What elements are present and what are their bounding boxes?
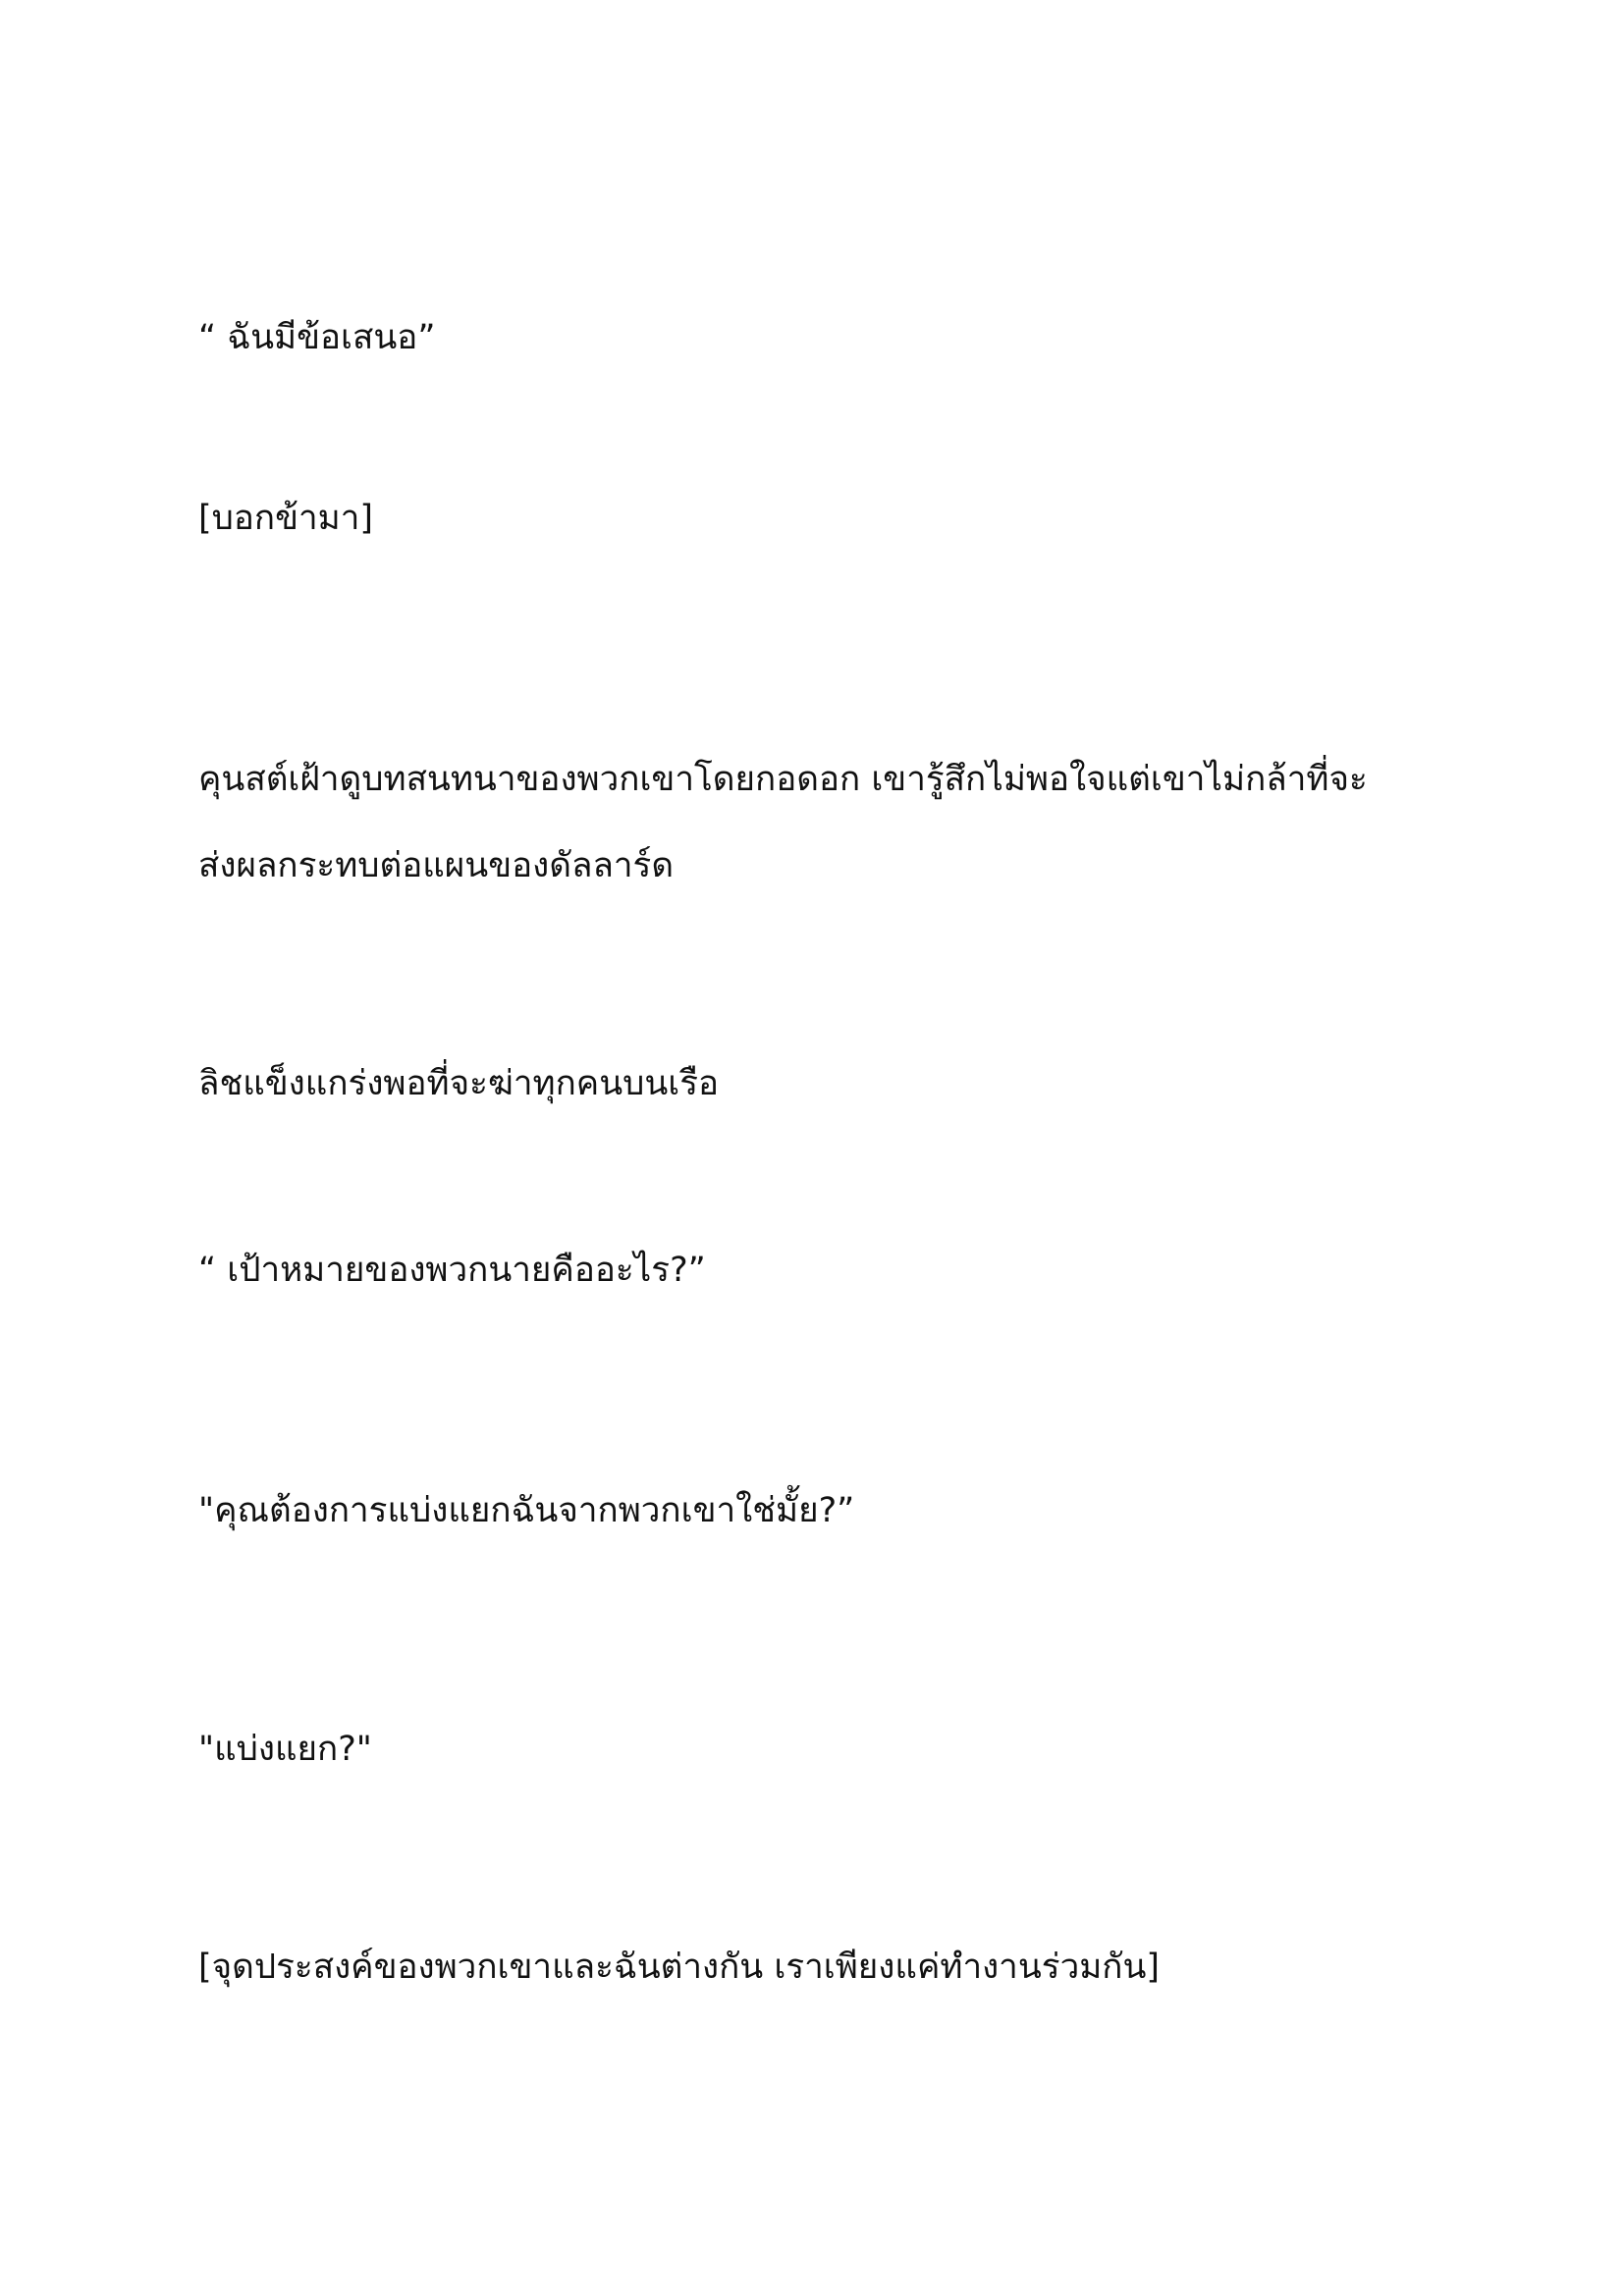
dialogue-line-goal: “ เป้าหมายของพวกนายคืออะไร?”	[198, 1251, 706, 1290]
dialogue-line-offer: “ ฉันมีข้อเสนอ”	[198, 318, 436, 357]
dialogue-line-purpose: [จุดประสงค์ของพวกเขาและฉันต่างกัน เราเพียงแค่ทำงานร่วมกัน]	[198, 1948, 1161, 1987]
narration-line-lich: ลิชแข็งแกร่งพอที่จะฆ่าทุกคนบนเรือ	[198, 1064, 720, 1103]
narration-line-1: คุนสต์เฝ้าดูบทสนทนาของพวกเขาโดยกอดอก เขารู้สึกไม่พอใจแต่เขาไม่กล้าที่จะ	[198, 760, 1368, 799]
dialogue-line-tell-me: [บอกข้ามา]	[198, 499, 374, 538]
dialogue-line-separate-question: "แบ่งแยก?"	[198, 1730, 372, 1769]
narration-paragraph-kunst	[198, 736, 1368, 909]
narration-line-2: ส่งผลกระทบต่อแผนของดัลลาร์ด	[198, 846, 675, 885]
dialogue-line-separate: "คุณต้องการแบ่งแยกฉันจากพวกเขาใช่มั้ย?”	[198, 1491, 855, 1530]
